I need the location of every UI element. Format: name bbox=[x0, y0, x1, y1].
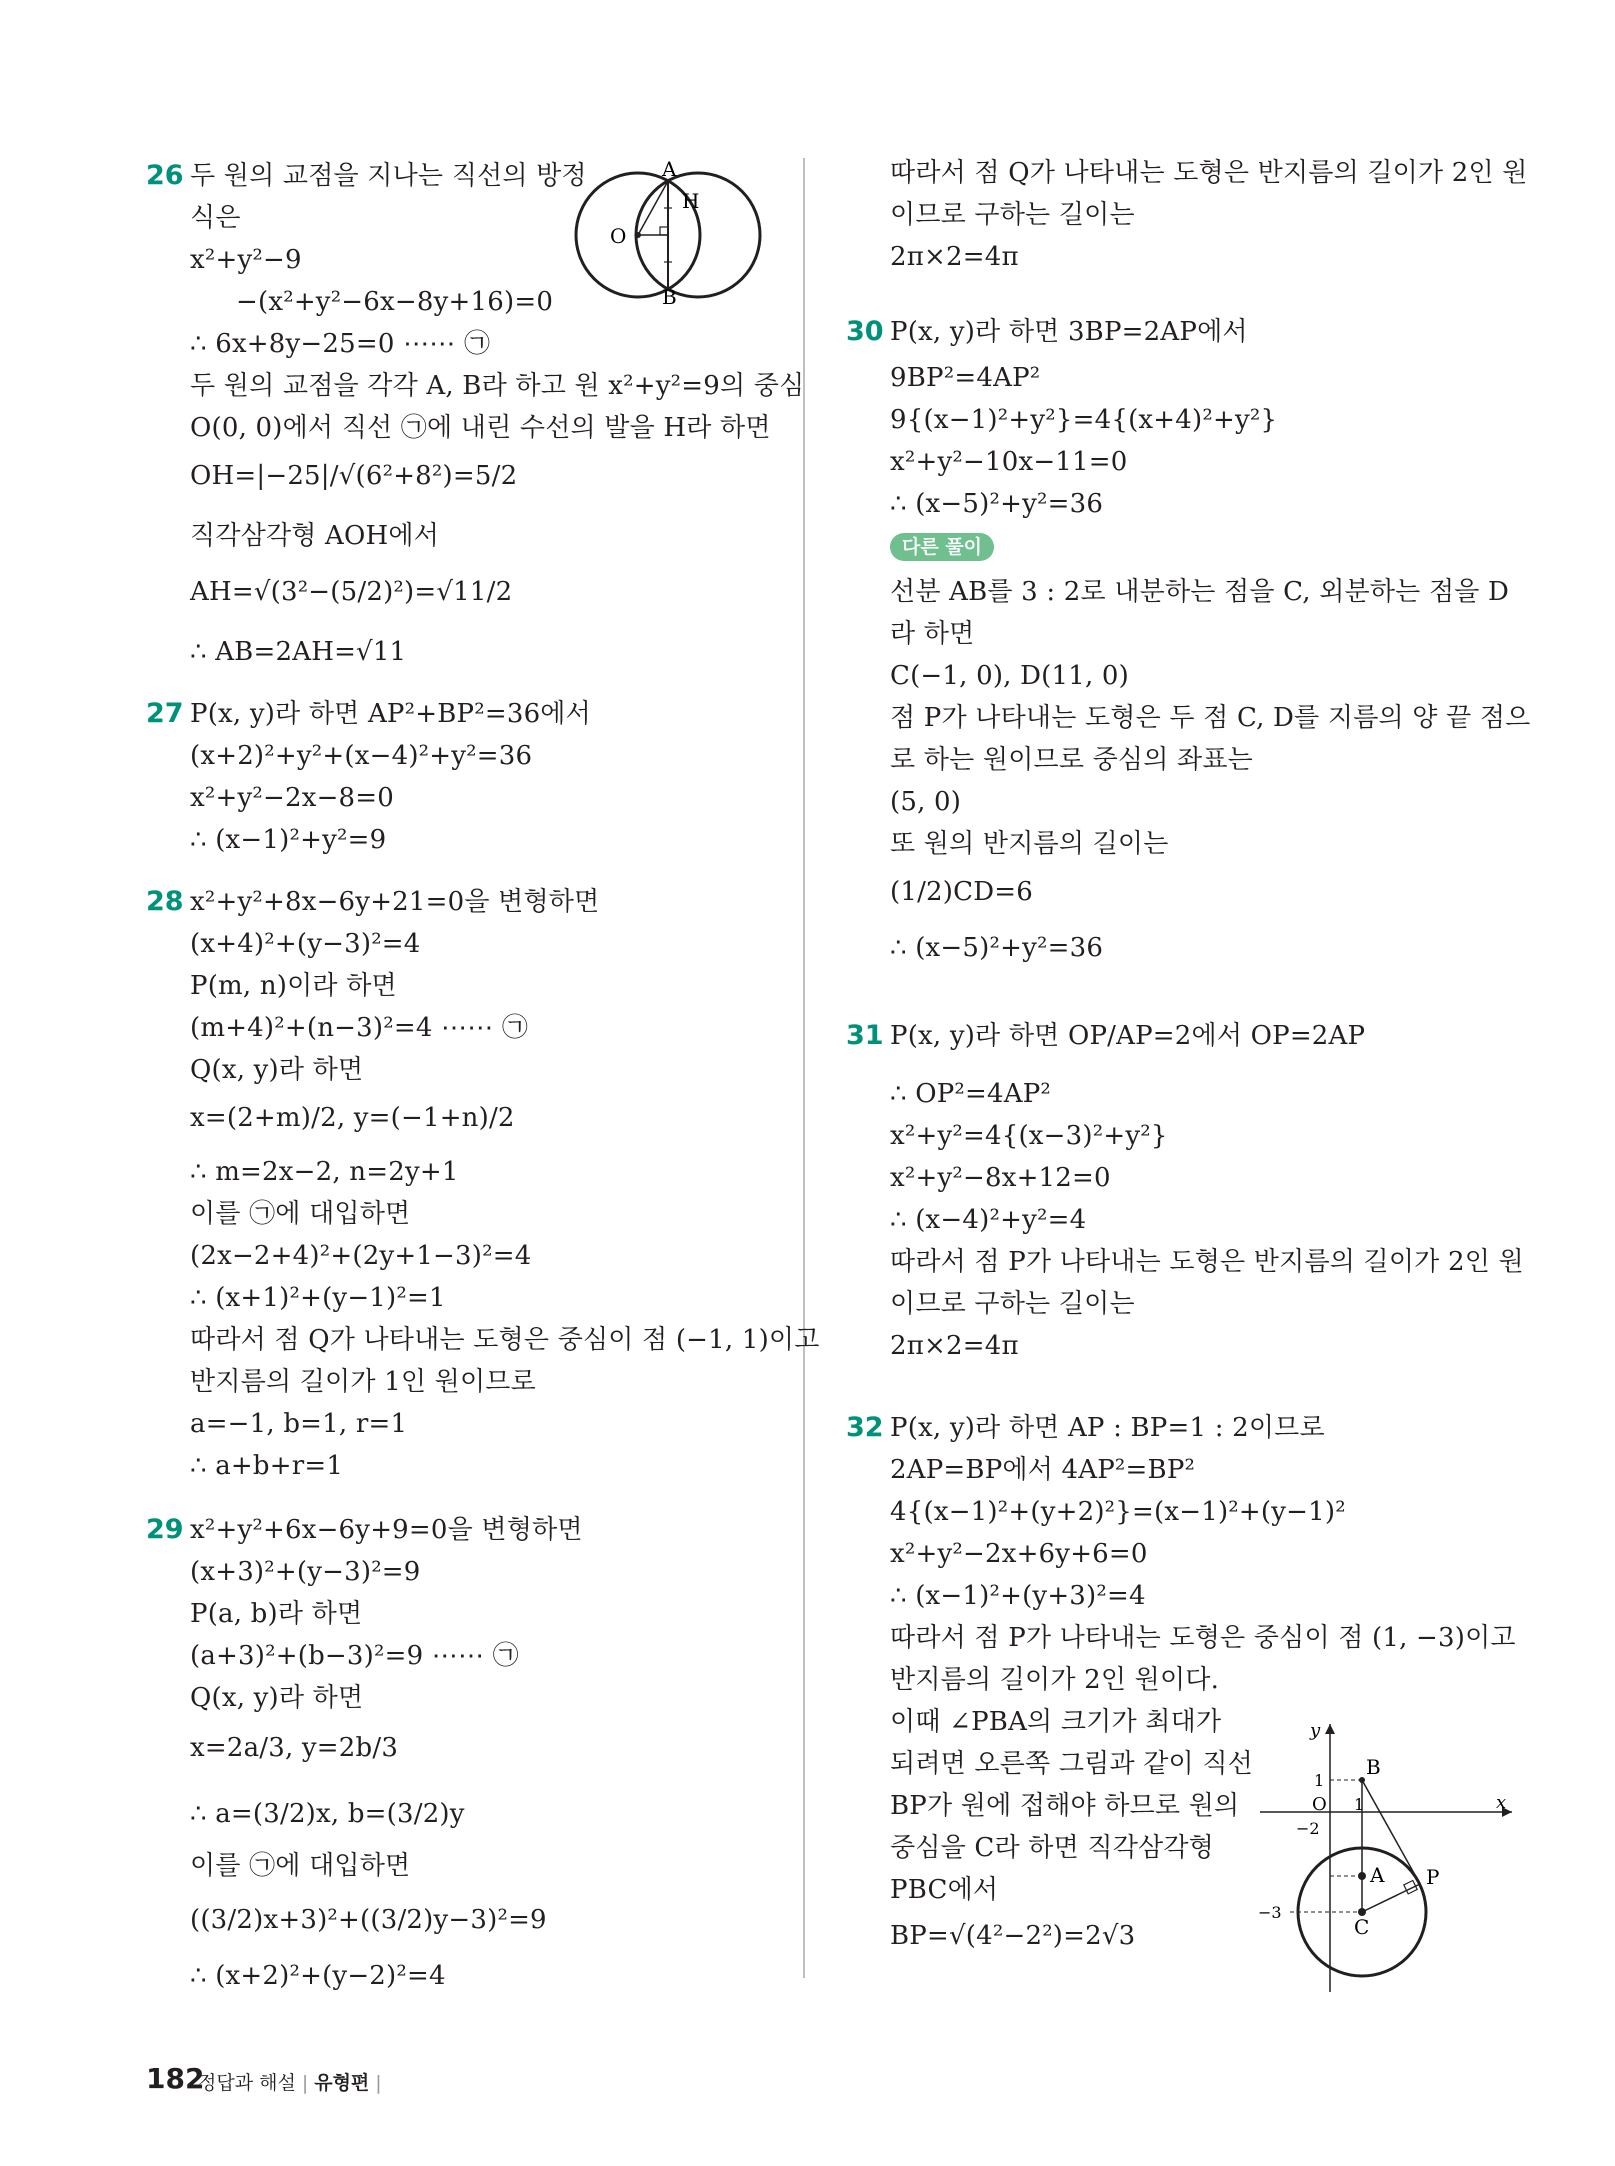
text-line: ∴ OP²=4AP² bbox=[890, 1079, 1052, 1109]
text-line: 2π×2=4π bbox=[890, 1331, 1019, 1361]
text-line: 되려면 오른쪽 그림과 같이 직선 bbox=[890, 1749, 1253, 1779]
footer-left-text: 정답과 해설 bbox=[198, 2072, 296, 2094]
text-line: 9{(x−1)²+y²}=4{(x+4)²+y²} bbox=[890, 405, 1278, 435]
figure-two-circles bbox=[570, 160, 770, 310]
formula-line: x=(2+m)/2, y=(−1+n)/2 bbox=[190, 1103, 515, 1133]
problem-number: 32 bbox=[846, 1412, 884, 1443]
formula-line: x=2a/3, y=2b/3 bbox=[190, 1733, 399, 1763]
text-line: 두 원의 교점을 각각 A, B라 하고 원 x²+y²=9의 중심 bbox=[190, 371, 805, 401]
problem-number: 30 bbox=[846, 316, 884, 347]
text-line: ∴ 6x+8y−25=0 ⋯⋯ ㉠ bbox=[190, 329, 491, 359]
text-line: x²+y²−9 bbox=[190, 245, 302, 275]
label-B: B bbox=[1366, 1755, 1381, 1779]
text-line: P(a, b)라 하면 bbox=[190, 1599, 363, 1629]
text-line: x²+y²+6x−6y+9=0을 변형하면 bbox=[190, 1515, 583, 1545]
formula-line: AH=√(3²−(5/2)²)=√11/2 bbox=[190, 577, 513, 607]
problem-number: 27 bbox=[146, 698, 184, 729]
text-line: ∴ (x−1)²+y²=9 bbox=[190, 825, 387, 855]
label-tick-1-y: 1 bbox=[1314, 1771, 1325, 1790]
text-line: ∴ (x−4)²+y²=4 bbox=[890, 1205, 1087, 1235]
label-C: C bbox=[1354, 1915, 1370, 1939]
footer-label: 정답과 해설 | 유형편 | bbox=[198, 2072, 382, 2094]
label-y: y bbox=[1310, 1720, 1321, 1741]
label-P: P bbox=[1426, 1865, 1440, 1889]
text-line: (m+4)²+(n−3)²=4 ⋯⋯ ㉠ bbox=[190, 1013, 529, 1043]
text-line: 이므로 구하는 길이는 bbox=[890, 1289, 1135, 1319]
text-line: (2x−2+4)²+(2y+1−3)²=4 bbox=[190, 1241, 532, 1271]
text-line: ∴ (x−5)²+y²=36 bbox=[890, 489, 1104, 519]
text-line: ∴ (x−5)²+y²=36 bbox=[890, 933, 1104, 963]
text-line: P(x, y)라 하면 3BP=2AP에서 bbox=[890, 317, 1248, 347]
text-line: a=−1, b=1, r=1 bbox=[190, 1409, 408, 1439]
figure-tangent-circle bbox=[1250, 1712, 1520, 2002]
formula-line: OH=|−25|/√(6²+8²)=5/2 bbox=[190, 461, 518, 491]
problem-number: 26 bbox=[146, 160, 184, 191]
label-O: O bbox=[610, 224, 627, 248]
text-line: ∴ m=2x−2, n=2y+1 bbox=[190, 1157, 459, 1187]
text-line: 점 P가 나타내는 도형은 두 점 C, D를 지름의 양 끝 점으 bbox=[890, 703, 1531, 733]
text-line: x²+y²−8x+12=0 bbox=[890, 1163, 1111, 1193]
text-line: 또 원의 반지름의 길이는 bbox=[890, 829, 1169, 859]
text-line: (x+3)²+(y−3)²=9 bbox=[190, 1557, 421, 1587]
text-line: BP가 원에 접해야 하므로 원의 bbox=[890, 1791, 1240, 1821]
problem-number: 28 bbox=[146, 886, 184, 917]
text-line: 반지름의 길이가 2인 원이다. bbox=[890, 1665, 1220, 1695]
page-number: 182 bbox=[146, 2062, 205, 2095]
text-line: x²+y²−10x−11=0 bbox=[890, 447, 1128, 477]
formula-line: P(x, y)라 하면 OP/AP=2에서 OP=2AP bbox=[890, 1021, 1366, 1051]
text-line: 라 하면 bbox=[890, 619, 975, 649]
alt-solution-badge: 다른 풀이 bbox=[890, 533, 994, 561]
footer-right-text: 유형편 bbox=[314, 2072, 370, 2094]
text-line: 이를 ㉠에 대입하면 bbox=[190, 1851, 411, 1881]
text-line: 따라서 점 P가 나타내는 도형은 중심이 점 (1, −3)이고 bbox=[890, 1623, 1516, 1653]
text-line: P(x, y)라 하면 AP²+BP²=36에서 bbox=[190, 699, 591, 729]
text-line: (5, 0) bbox=[890, 787, 962, 817]
text-line: x²+y²+8x−6y+21=0을 변형하면 bbox=[190, 887, 600, 917]
label-tick-minus-3: −3 bbox=[1258, 1903, 1282, 1922]
text-line: 직각삼각형 AOH에서 bbox=[190, 521, 440, 551]
text-line: 반지름의 길이가 1인 원이므로 bbox=[190, 1367, 536, 1397]
text-line: −(x²+y²−6x−8y+16)=0 bbox=[236, 287, 554, 317]
formula-line: (1/2)CD=6 bbox=[890, 877, 1033, 907]
text-line: 2AP=BP에서 4AP²=BP² bbox=[890, 1455, 1196, 1485]
formula-line: ∴ a=(3/2)x, b=(3/2)y bbox=[190, 1799, 465, 1829]
text-line: x²+y²−2x+6y+6=0 bbox=[890, 1539, 1148, 1569]
text-line: 두 원의 교점을 지나는 직선의 방정 bbox=[190, 161, 587, 191]
column-divider bbox=[803, 158, 805, 1978]
text-line: 로 하는 원이므로 중심의 좌표는 bbox=[890, 745, 1253, 775]
label-A: A bbox=[662, 160, 677, 181]
text-line: 2π×2=4π bbox=[890, 242, 1019, 272]
text-line: x²+y²−2x−8=0 bbox=[190, 783, 395, 813]
label-tick-1-x: 1 bbox=[1354, 1795, 1365, 1814]
text-line: 따라서 점 P가 나타내는 도형은 반지름의 길이가 2인 원 bbox=[890, 1247, 1524, 1277]
text-line: Q(x, y)라 하면 bbox=[190, 1055, 364, 1085]
text-line: 따라서 점 Q가 나타내는 도형은 반지름의 길이가 2인 원 bbox=[890, 158, 1528, 188]
label-tick-minus-2: −2 bbox=[1296, 1819, 1320, 1838]
text-line: 선분 AB를 3 : 2로 내분하는 점을 C, 외분하는 점을 D bbox=[890, 577, 1510, 607]
formula-line: ((3/2)x+3)²+((3/2)y−3)²=9 bbox=[190, 1905, 547, 1935]
text-line: ∴ (x−1)²+(y+3)²=4 bbox=[890, 1581, 1146, 1611]
problem-number: 31 bbox=[846, 1020, 884, 1051]
text-line: 이때 ∠PBA의 크기가 최대가 bbox=[890, 1707, 1222, 1737]
text-line: 중심을 C라 하면 직각삼각형 bbox=[890, 1833, 1214, 1863]
text-line: 따라서 점 Q가 나타내는 도형은 중심이 점 (−1, 1)이고 bbox=[190, 1325, 820, 1355]
text-line: 9BP²=4AP² bbox=[890, 363, 1041, 393]
text-line: O(0, 0)에서 직선 ㉠에 내린 수선의 발을 H라 하면 bbox=[190, 413, 771, 443]
text-line: PBC에서 bbox=[890, 1875, 999, 1905]
text-line: ∴ (x+1)²+(y−1)²=1 bbox=[190, 1283, 446, 1313]
text-line: 이를 ㉠에 대입하면 bbox=[190, 1199, 411, 1229]
text-line: (a+3)²+(b−3)²=9 ⋯⋯ ㉠ bbox=[190, 1641, 519, 1671]
text-line: x²+y²=4{(x−3)²+y²} bbox=[890, 1121, 1168, 1151]
text-line: ∴ AB=2AH=√11 bbox=[190, 637, 407, 667]
text-line: ∴ (x+2)²+(y−2)²=4 bbox=[190, 1961, 446, 1991]
text-line: P(m, n)이라 하면 bbox=[190, 971, 397, 1001]
text-line: (x+2)²+y²+(x−4)²+y²=36 bbox=[190, 741, 533, 771]
formula-line: BP=√(4²−2²)=2√3 bbox=[890, 1921, 1136, 1951]
text-line: ∴ a+b+r=1 bbox=[190, 1451, 344, 1481]
text-line: Q(x, y)라 하면 bbox=[190, 1683, 364, 1713]
label-x: x bbox=[1496, 1792, 1507, 1813]
label-O: O bbox=[1312, 1794, 1327, 1815]
text-line: 식은 bbox=[190, 203, 241, 233]
label-A: A bbox=[1370, 1863, 1385, 1887]
text-line: 4{(x−1)²+(y+2)²}=(x−1)²+(y−1)² bbox=[890, 1497, 1346, 1527]
label-B: B bbox=[662, 285, 677, 309]
text-line: 이므로 구하는 길이는 bbox=[890, 200, 1135, 230]
text-line: (x+4)²+(y−3)²=4 bbox=[190, 929, 421, 959]
text-line: C(−1, 0), D(11, 0) bbox=[890, 661, 1129, 691]
text-line: P(x, y)라 하면 AP : BP=1 : 2이므로 bbox=[890, 1413, 1325, 1443]
problem-number: 29 bbox=[146, 1514, 184, 1545]
label-H: H bbox=[682, 189, 700, 213]
